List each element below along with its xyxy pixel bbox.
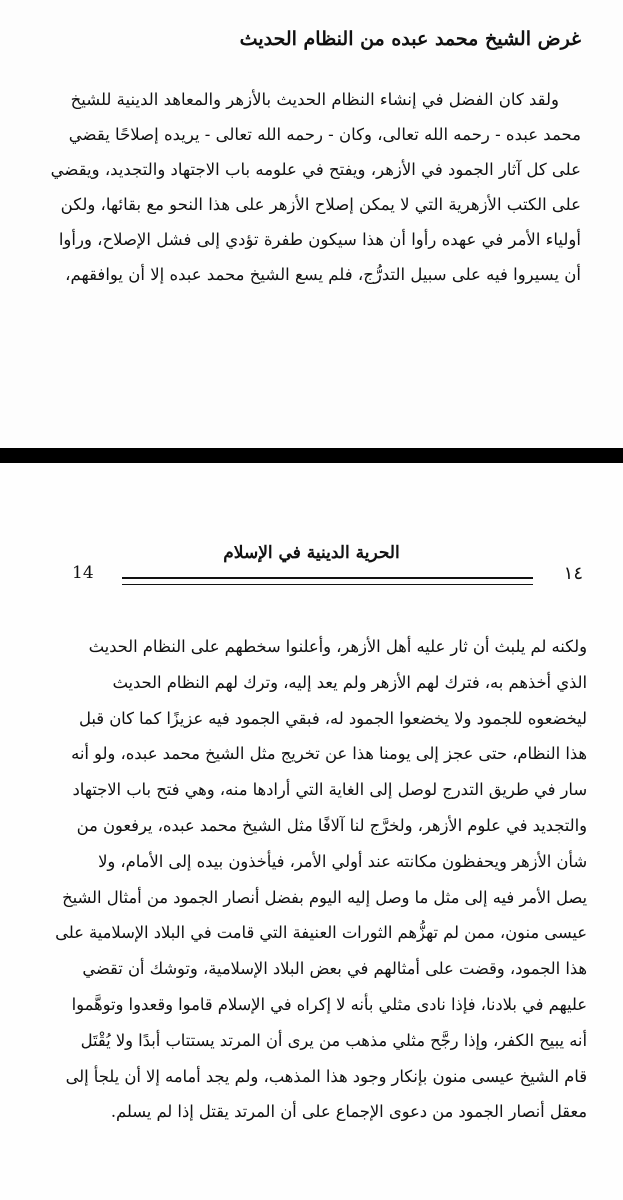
text-line: ليخضعوه للجمود ولا يخضعوا الجمود له، فبقي الجمود فيه عزيزًا كما كان قبل: [79, 708, 587, 728]
text-line: قام الشيخ عيسى منون بإنكار وجود هذا المذهب، ولم يجد أمامه إلا أن يلجأ إلى: [65, 1066, 587, 1086]
text-line: ولقد كان الفضل في إنشاء النظام الحديث بالأزهر والمعاهد الدينية للشيخ: [70, 90, 559, 109]
text-line: شأن الأزهر ويحفظون مكانته عند أولي الأمر، فيأخذون بيده إلى الأمام، ولا: [98, 851, 587, 871]
text-line: والتجديد في علوم الأزهر، ولخرَّج لنا آلافًا مثل الشيخ محمد عبده، يرفعون من: [76, 815, 587, 835]
text-line: عليهم في بلادنا، فإذا نادى مثلي بأنه لا إكراه في الإسلام قاموا وقعدوا وتوهَّموا: [71, 994, 587, 1014]
text-line: سار في طريق التدرج لوصل إلى الغاية التي أرادها منه، وهي فتح باب الاجتهاد: [72, 780, 587, 800]
header-rule: [122, 577, 533, 585]
text-line: هذا الجمود، وقضت على أمثالهم في بعض البلاد الإسلامية، وتوشك أن تقضي: [82, 959, 587, 979]
top-page-scan: [0, 0, 623, 448]
text-line: الذي أخذهم به، فترك لهم الأزهر ولم يعد إليه، وترك لهم النظام الحديث: [112, 672, 587, 692]
section-title: غرض الشيخ محمد عبده من النظام الحديث: [239, 28, 581, 50]
running-header-title: الحرية الدينية في الإسلام: [223, 543, 400, 563]
text-line: معقل أنصار الجمود من دعوى الإجماع على أن المرتد يقتل إذا لم يسلم.: [110, 1102, 587, 1122]
text-line: أن يسيروا فيه على سبيل التدرُّج، فلم يسع الشيخ محمد عبده إلا أن يوافقهم،: [65, 265, 581, 284]
text-line: ولكنه لم يلبث أن ثار عليه أهل الأزهر، وأعلنوا سخطهم على النظام الحديث: [88, 637, 587, 656]
text-line: يصل الأمر فيه إلى مثل ما وصل إليه اليوم بفضل أنصار الجمود من أمثال الشيخ: [62, 887, 587, 907]
page-separator: [0, 448, 623, 463]
text-line: أولياء الأمر في عهده رأوا أن هذا سيكون طفرة تؤدي إلى فشل الإصلاح، ورأوا: [58, 230, 581, 249]
text-line: هذا النظام، حتى عجز إلى يومنا هذا عن تخريج مثل الشيخ محمد عبده، ولو أنه: [71, 744, 587, 764]
text-line: على الكتب الأزهرية التي لا يمكن إصلاح الأزهر على هذا النحو مع بقائها، ولكن: [60, 195, 581, 214]
text-line: محمد عبده - رحمه الله تعالى، وكان - رحمه الله تعالى - يريده إصلاحًا يقضي: [68, 125, 581, 144]
bottom-paragraph: [30, 629, 587, 1130]
page-number-arabic: ١٤: [563, 563, 583, 584]
text-line: أنه يبيح الكفر، وإذا رجَّح مثلي مذهب من يرى أن المرتد يستتاب أبدًا ولا يُقْتَل: [80, 1030, 587, 1050]
top-paragraph: [32, 82, 581, 292]
text-line: عيسى منون، ممن لم تهزُّهم الثورات العنيفة التي قامت في البلاد الإسلامية على: [55, 923, 587, 943]
page-number-latin: 14: [72, 563, 94, 583]
text-line: على كل آثار الجمود في الأزهر، ويفتح في علومه باب الاجتهاد والتجديد، ويقضي: [50, 160, 581, 179]
bottom-page-scan: [0, 463, 623, 1200]
